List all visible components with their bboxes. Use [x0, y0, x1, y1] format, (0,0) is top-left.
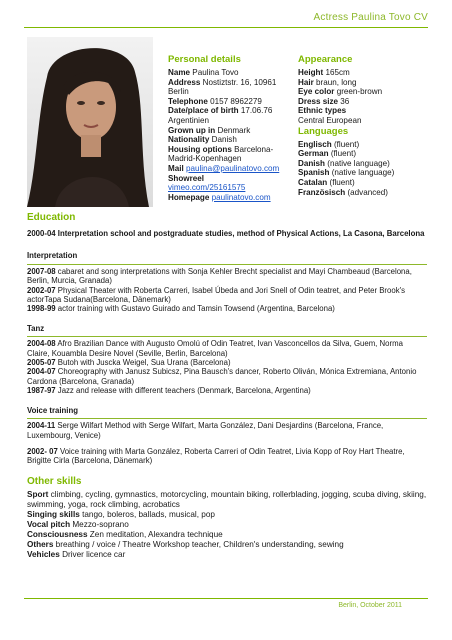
voice-list: [27, 421, 427, 466]
ethnic-row: Ethnic types Central European: [298, 106, 362, 125]
divider: [27, 264, 427, 265]
language-item: Spanish (native language): [298, 168, 395, 178]
divider: [27, 336, 427, 337]
skills-section: [27, 476, 427, 560]
mail-row: Mail paulina@paulinatovo.com: [168, 163, 280, 173]
list-item: 2002-07 Physical Theater with Roberta Carreri, Isabel Úbeda and Jori Snell of Odin teatret, and Peter Brook's actorTapa Sudana(Barcelona, Dänemark): [27, 285, 405, 305]
language-item: Catalan (fluent): [298, 177, 355, 187]
telephone-row: Telephone 0157 8962279: [168, 96, 262, 106]
homepage-link[interactable]: paulinatovo.com: [211, 192, 271, 202]
list-item: 2004-11 Serge Wilfart Method with Serge Wilfart, Marta González, Dani Desjardins (Barcelona, France, Luxembourg, Venice): [27, 421, 384, 440]
voice-heading: Voice training: [27, 405, 78, 415]
languages-heading: Languages: [298, 125, 349, 137]
dress-row: Dress size 36: [298, 96, 350, 106]
eye-row: Eye color green-brown: [298, 87, 383, 97]
skill-item: Vocal pitch Mezzo-soprano: [27, 519, 129, 529]
interpretation-heading: Interpretation: [27, 251, 78, 261]
tanz-heading: Tanz: [27, 323, 45, 333]
list-item: 2002- 07 Voice training with Marta González, Roberta Carreri of Odin Teatret, Livia Kopp of Roy Hart Theatre, Brigitte Cirla (Barcelona, Dänemark): [27, 446, 405, 466]
list-item: 2004-07 Choreography with Janusz Subicsz, Pina Bausch's dancer, Roberto Oliván, Mónica Extremiana, Antonio Cardona (Barcelona, Granada): [27, 367, 417, 386]
mail-link[interactable]: paulina@paulinatovo.com: [186, 163, 280, 173]
footer-divider: [24, 598, 428, 599]
birth-row: Date/place of birth 17.06.76 Argentinien: [168, 106, 273, 125]
showreel-link[interactable]: vimeo.com/25161575: [168, 183, 246, 193]
portrait-photo: [27, 37, 153, 207]
list-item: 1987-97 Jazz and release with different teachers (Denmark, Barcelona, Argentina): [27, 386, 311, 396]
homepage-row: Homepage paulinatovo.com: [168, 192, 271, 202]
housing-row: Housing options Barcelona-Madrid-Kopenhagen: [168, 144, 274, 164]
interpretation-list: [27, 267, 427, 314]
skills-heading: Other skills: [27, 475, 82, 487]
header-divider: [24, 27, 428, 28]
list-item: 1998-99 actor training with Gustavo Guirado and Tamsin Towsend (Argentina, Barcelona): [27, 304, 335, 314]
skill-item: Consciousness Zen meditation, Alexandra technique: [27, 529, 223, 539]
address-row: Address Nostiztstr. 16, 10961 Berlin: [168, 77, 277, 97]
skill-item: Sport climbing, cycling, gymnastics, motorcycling, mountain biking, rollerblading, jogging, scuba diving, skiing, swimming, yoga, rock climbing, acrobatics: [27, 489, 427, 509]
tanz-list: [27, 339, 427, 395]
name-row: Name Paulina Tovo: [168, 68, 239, 77]
nationality-row: Nationality Danish: [168, 135, 237, 145]
skill-item: Others breathing / voice / Theatre Workshop teacher, Children's understanding, sewing: [27, 539, 344, 549]
grownup-row: Grown up in Denmark: [168, 125, 251, 135]
divider: [27, 418, 427, 419]
skill-item: Singing skills tango, boleros, ballads, musical, pop: [27, 509, 215, 519]
language-item: Englisch (fluent): [298, 139, 360, 149]
hair-row: Hair braun, long: [298, 77, 357, 87]
personal-details: [168, 54, 288, 202]
personal-details-heading: Personal details: [168, 54, 241, 65]
document-title: Actress Paulina Tovo CV: [313, 12, 428, 23]
list-item: 2007-08 cabaret and song interpretations with Sonja Kehler Brecht specialist and Mayi Chambeaud (Barcelona, Berlin, Murcia, Granada): [27, 266, 412, 286]
education-section: [27, 212, 427, 560]
language-item: Danish (native language): [298, 158, 390, 168]
appearance-section: [298, 54, 430, 197]
list-item: 2004-08 Afro Brazilian Dance with Augusto Omolú of Odin Teatret, Ivan Vasconcellos da Silva, Guem, Norma Claire, Kouambla Desire Novel (Seville, Berlin, Barcelona): [27, 339, 403, 358]
footer-date: Berlin, October 2011: [338, 602, 402, 609]
height-row: Height 165cm: [298, 68, 350, 77]
education-main-entry: 2000-04 Interpretation school and postgraduate studies, method of Physical Actions, La Casona, Barcelona: [27, 229, 425, 238]
education-heading: Education: [27, 212, 76, 223]
appearance-heading: Appearance: [298, 54, 353, 65]
showreel-row: Showreel vimeo.com/25161575: [168, 173, 246, 193]
language-item: Französisch (advanced): [298, 187, 388, 197]
skill-item: Vehicles Driver licence car: [27, 549, 126, 559]
list-item: 2005-07 Butoh with Juscka Weigel, Sua Urana (Barcelona): [27, 358, 231, 368]
language-item: German (fluent): [298, 149, 357, 159]
